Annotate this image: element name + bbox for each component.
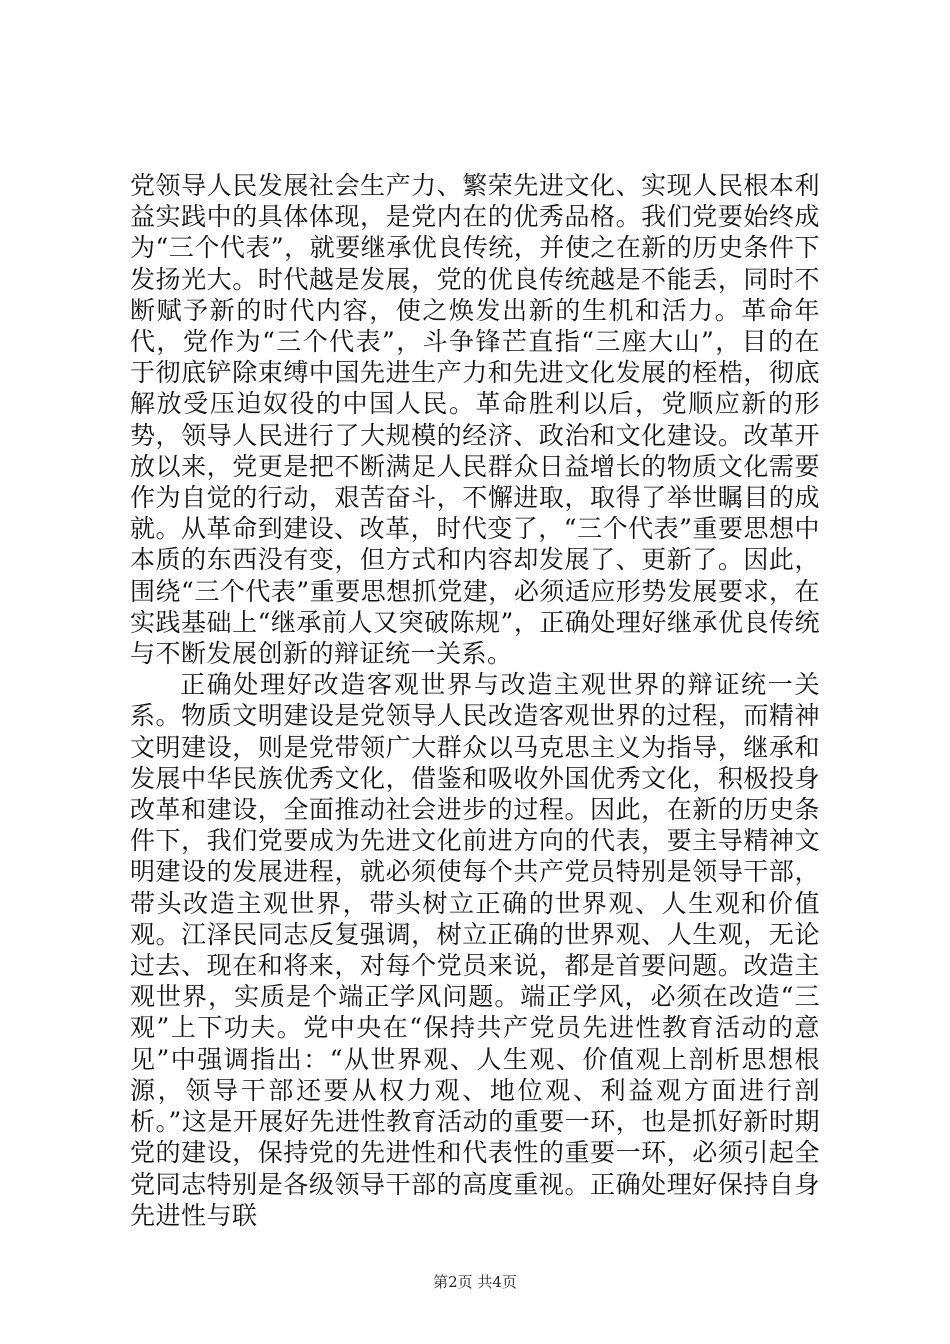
page-number-label: 第2页 共4页 xyxy=(433,1273,517,1291)
paragraph-2: 正确处理好改造客观世界与改造主观世界的辩证统一关系。物质文明建设是党领导人民改造客观世界的过程，而精神文明建设，则是党带领广大群众以马克思主义为指导，继承和发展中华民族优秀文化，借鉴和吸收外国优秀文化，积极投身改革和建设，全面推动社会进步的过程。因此，在新的历史条件下，我们党要成为先进文化前进方向的代表，要主导精神文明建设的发展进程，就必须使每个共产党员特别是领导干部，带头改造主观世界，带头树立正确的世界观、人生观和价值观。江泽民同志反复强调，树立正确的世界观、人生观，无论过去、现在和将来，对每个党员来说，都是首要问题。改造主观世界，实质是个端正学风问题。端正学风，必须在改造“三观”上下功夫。党中央在“保持共产党员先进性教育活动的意见”中强调指出：“从世界观、人生观、价值观上剖析思想根源，领导干部还要从权力观、地位观、利益观方面进行剖析。”这是开展好先进性教育活动的重要一环，也是抓好新时期党的建设，保持党的先进性和代表性的重要一环，必须引起全党同志特别是各级领导干部的高度重视。正确处理好保持自身先进性与联 xyxy=(130,670,820,1230)
paragraph-1: 党领导人民发展社会生产力、繁荣先进文化、实现人民根本利益实践中的具体体现，是党内在的优秀品格。我们党要始终成为“三个代表”，就要继承优良传统，并使之在新的历史条件下发扬光大。时代越是发展，党的优良传统越是不能丢，同时不断赋予新的时代内容，使之焕发出新的生机和活力。革命年代，党作为“三个代表”，斗争锋芒直指“三座大山”，目的在于彻底铲除束缚中国先进生产力和先进文化发展的桎梏，彻底解放受压迫奴役的中国人民。革命胜利以后，党顺应新的形势，领导人民进行了大规模的经济、政治和文化建设。改革开放以来，党更是把不断满足人民群众日益增长的物质文化需要作为自觉的行动，艰苦奋斗，不懈进取，取得了举世瞩目的成就。从革命到建设、改革，时代变了，“三个代表”重要思想中本质的东西没有变，但方式和内容却发展了、更新了。因此，围绕“三个代表”重要思想抓党建，必须适应形势发展要求，在实践基础上“继承前人又突破陈规”，正确处理好继承优良传统与不断发展创新的辩证统一关系。 xyxy=(130,171,820,669)
document-body xyxy=(130,170,820,1231)
page-footer xyxy=(0,1272,950,1292)
